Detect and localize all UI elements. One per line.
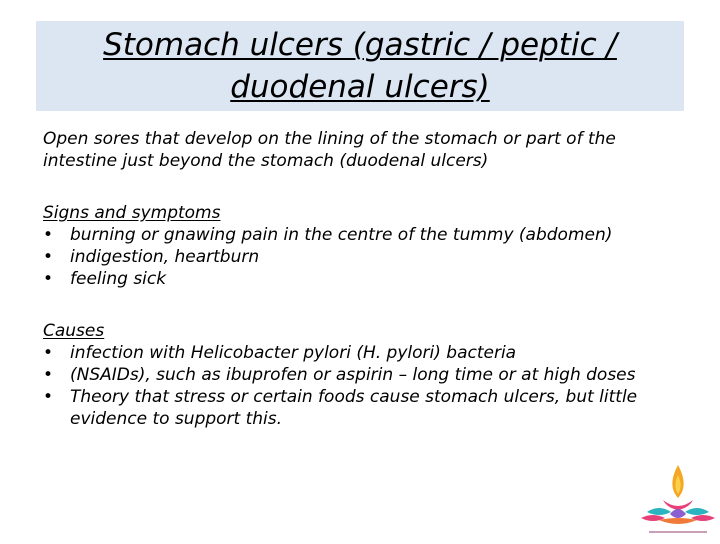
list-item <box>43 386 683 430</box>
diya-lamp-logo-icon <box>637 460 719 540</box>
causes-list <box>43 342 683 430</box>
title-banner <box>36 21 684 111</box>
list-item <box>43 342 683 364</box>
bullet: • <box>43 387 54 407</box>
symptoms-list <box>43 224 683 290</box>
list-item <box>43 246 683 268</box>
slide-title: Stomach ulcers (gastric / peptic / duodenal ulcers) <box>103 27 617 105</box>
symptom-text: feeling sick <box>70 269 167 289</box>
symptom-text: indigestion, heartburn <box>70 247 260 267</box>
spacer <box>43 290 683 320</box>
cause-text: (NSAIDs), such as ibuprofen or aspirin – long time or at high doses <box>70 365 636 385</box>
symptom-text: burning or gnawing pain in the centre of the tummy (abdomen) <box>70 225 613 245</box>
bullet: • <box>43 343 54 363</box>
causes-heading: Causes <box>43 321 105 341</box>
bullet: • <box>43 365 54 385</box>
list-item <box>43 268 683 290</box>
bullet: • <box>43 247 54 267</box>
list-item <box>43 224 683 246</box>
slide-body <box>43 128 683 430</box>
spacer <box>43 172 683 202</box>
cause-text: Theory that stress or certain foods cause stomach ulcers, but little evidence to support this. <box>70 387 638 429</box>
cause-text: infection with Helicobacter pylori (H. pylori) bacteria <box>70 343 517 363</box>
intro-text: Open sores that develop on the lining of the stomach or part of the intestine just beyond the stomach (duodenal ulcers) <box>43 129 616 171</box>
bullet: • <box>43 225 54 245</box>
symptoms-heading: Signs and symptoms <box>43 203 221 223</box>
list-item <box>43 364 683 386</box>
bullet: • <box>43 269 54 289</box>
